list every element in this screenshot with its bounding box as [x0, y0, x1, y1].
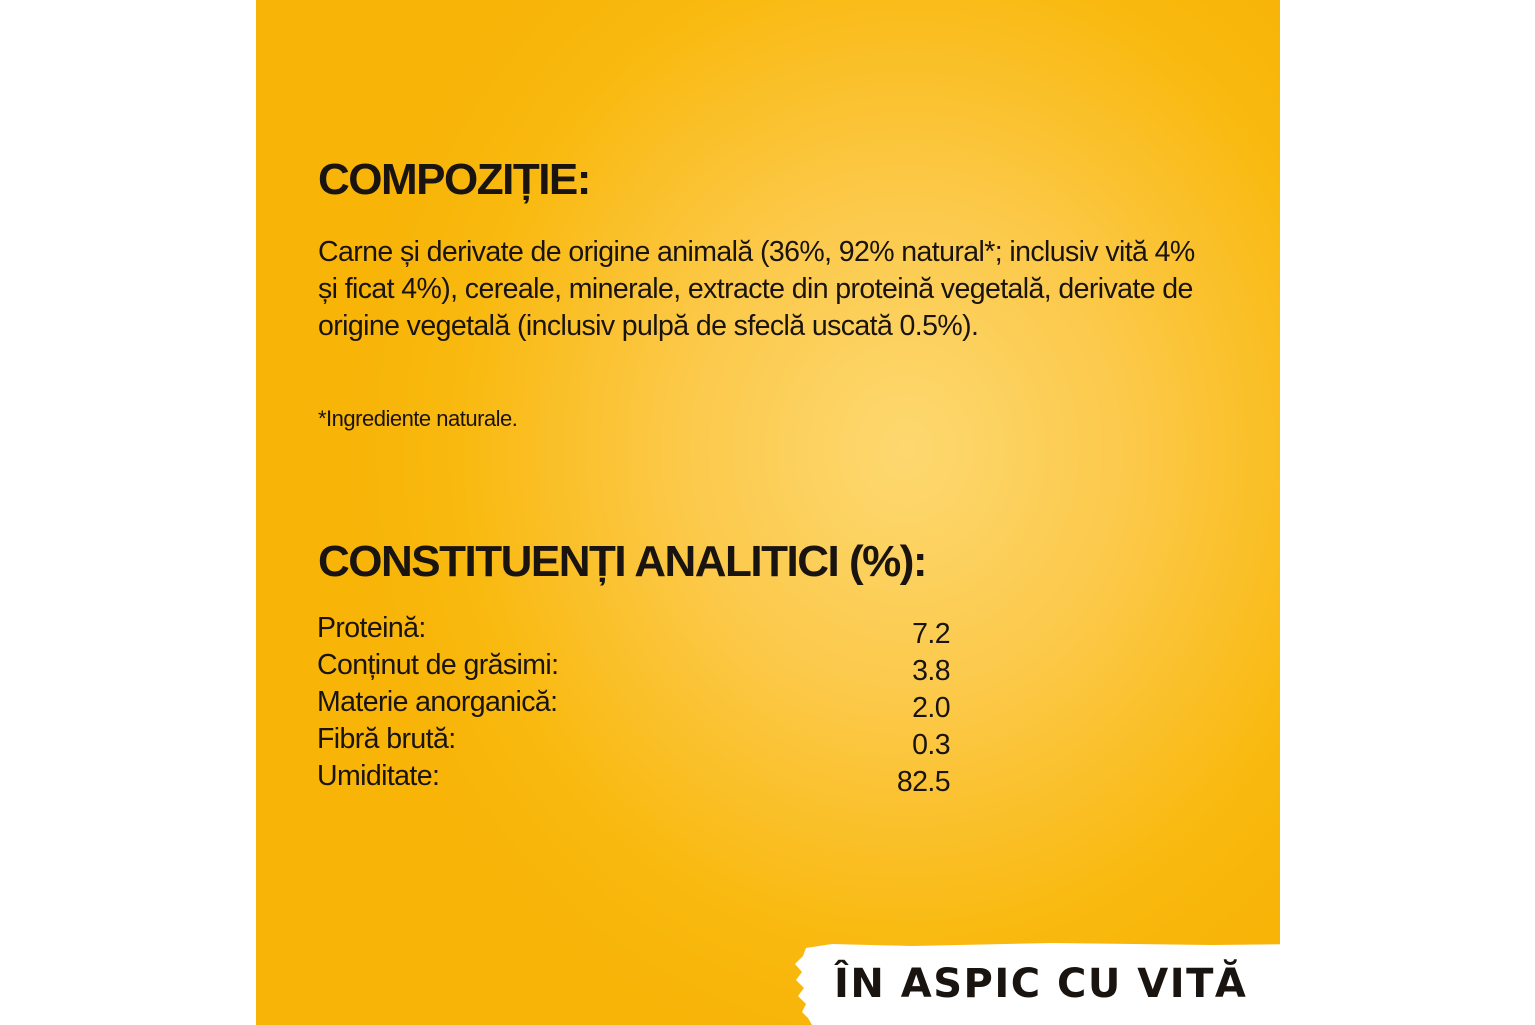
composition-text: Carne și derivate de origine animală (36%, 92% natural*; inclusiv vită 4% și ficat 4%), cereale, minerale, extracte din proteină vegetală, derivate de origine vegetală (inclusiv pulpă de sfeclă uscată 0.5%). — [318, 236, 1195, 342]
table-row — [317, 686, 952, 723]
composition-footnote: *Ingrediente naturale. — [318, 406, 518, 431]
table-row — [317, 649, 952, 686]
analytical-table — [317, 612, 952, 797]
table-row — [317, 612, 952, 649]
row-label-fat: Conținut de grăsimi: — [317, 649, 559, 681]
row-label-protein: Proteină: — [317, 612, 426, 644]
row-value-fibre: 0.3 — [912, 729, 950, 761]
table-row — [317, 723, 952, 760]
flavor-badge — [792, 942, 1535, 1025]
composition-heading: COMPOZIȚIE: — [318, 155, 590, 204]
row-value-fat: 3.8 — [912, 655, 950, 687]
row-label-ash: Materie anorganică: — [317, 686, 558, 718]
row-value-ash: 2.0 — [912, 692, 950, 724]
table-row — [317, 760, 952, 797]
row-label-fibre: Fibră brută: — [317, 723, 456, 755]
label-panel — [256, 0, 1280, 1025]
row-value-moisture: 82.5 — [896, 766, 950, 798]
badge-text: ÎN ASPIC CU VITĂ — [834, 961, 1248, 1007]
row-value-protein: 7.2 — [912, 618, 950, 650]
row-label-moisture: Umiditate: — [317, 760, 440, 792]
analytical-heading: CONSTITUENȚI ANALITICI (%): — [318, 537, 927, 586]
